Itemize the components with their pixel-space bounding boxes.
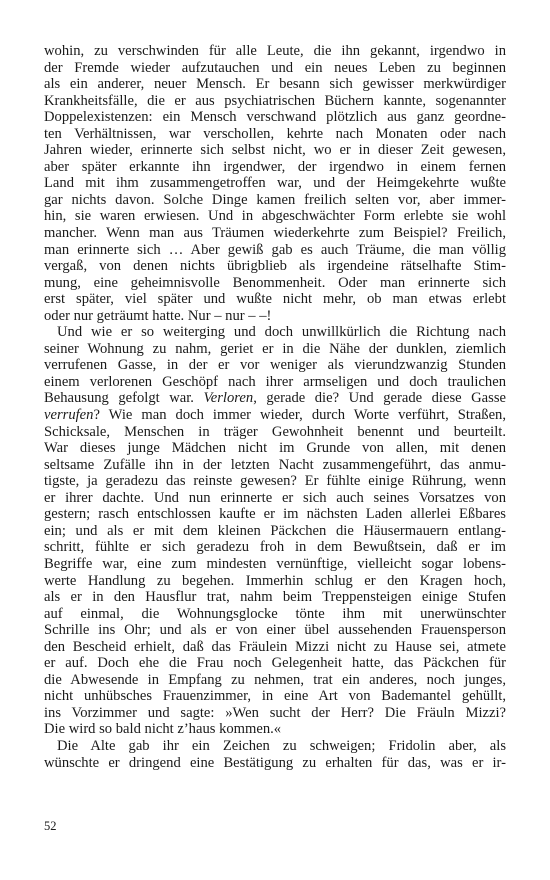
- text-line: Schrille ins Ohr; und als er von einer übel aussehenden Frauensperson: [44, 622, 506, 639]
- body-text: [44, 43, 506, 771]
- text-line: Doppelexistenzen: ein Mensch verschwand plötzlich aus ganz geordne-: [44, 109, 506, 126]
- text-line: Krankheitsfälle, die er aus psychiatrischen Büchern kannte, sogenannter: [44, 92, 506, 109]
- text-line: den Bescheid erhielt, daß das Fräulein Mizzi nicht zu Hause sei, atmete: [44, 638, 506, 655]
- text-line: schritt, fühlte er sich geradezu froh in dem Bewußtsein, daß er im: [44, 539, 506, 556]
- text-line: mung, eine geheimnisvolle Benommenheit. Oder man erinnerte sich: [44, 274, 506, 291]
- text-line: wünschte er dringend eine Bestätigung zu erhalten für das, was er ir-: [44, 754, 506, 771]
- text-line: War dieses junge Mädchen nicht im Grunde von allen, mit denen: [44, 440, 506, 457]
- text-line: seltsame Zufälle ihn in der letzten Nacht zusammengeführt, das anmu-: [44, 456, 506, 473]
- text-line: er auf. Doch ehe die Frau noch Gelegenheit hatte, das Päckchen für: [44, 655, 506, 672]
- text-line: auf einmal, die Wohnungsglocke tönte ihm mit unerwünschter: [44, 605, 506, 622]
- text-line: ten Verhältnissen, war verschollen, kehrte nach Monaten oder nach: [44, 125, 506, 142]
- text-line: verrufenen Gasse, in der er vor weniger als vierundzwanzig Stunden: [44, 357, 506, 374]
- text-line: Die Alte gab ihr ein Zeichen zu schweigen; Fridolin aber, als: [57, 737, 506, 754]
- text-line: mancher. Wenn man aus Träumen wiederkehrte zum Beispiel? Freilich,: [44, 225, 506, 242]
- text-line: vergaß, von denen nichts übrigblieb als irgendeine rätselhafte Stim-: [44, 258, 506, 275]
- text-line: als ein anderer, neuer Mensch. Er besann sich gewisser merkwürdiger: [44, 76, 506, 93]
- text-line: Begriffe war, eine zum mindesten vernünftige, vielleicht sogar lobens-: [44, 555, 506, 572]
- text-line: gestern; rasch entschlossen kaufte er im nächsten Laden allerlei Eßbares: [44, 506, 506, 523]
- text-line: Behausung gefolgt war. Verloren, gerade die? Und gerade diese Gasse: [44, 390, 506, 407]
- text-line: nicht unhübsches Frauenzimmer, in eine Art von Bademantel gehüllt,: [44, 688, 506, 705]
- text-line: man erinnerte sich … Aber gewiß gab es auch Träume, die man völlig: [44, 241, 506, 258]
- text-line: Jahren wieder, erinnerte sich selbst nicht, wo er in dieser Zeit gewesen,: [44, 142, 506, 159]
- text-line: gar nichts davon. Solche Dinge kamen freilich selten vor, aber immer-: [44, 191, 506, 208]
- text-line: hin, sie waren erwiesen. Und in abgeschwächter Form erlebte sie wohl: [44, 208, 506, 225]
- text-line: Und wie er so weiterging und doch unwillkürlich die Richtung nach: [57, 324, 506, 341]
- text-line: seiner Wohnung zu nahm, geriet er in die Nähe der dunklen, ziemlich: [44, 340, 506, 357]
- text-line: oder nur geträumt hatte. Nur – nur – –!: [44, 307, 272, 324]
- text-line: verrufen? Wie man doch immer wieder, durch Worte verführt, Straßen,: [44, 407, 506, 424]
- text-line: werte Handlung zu begehen. Immerhin schlug er den Kragen hoch,: [44, 572, 506, 589]
- text-line: einem verlorenen Geschöpf nach ihrer armseligen und doch traulichen: [44, 373, 506, 390]
- text-line: Schicksale, Menschen in träger Gewohnheit benennt und beurteilt.: [44, 423, 506, 440]
- text-line: die Abwesende in Empfang zu nehmen, trat ein anderes, noch junges,: [44, 671, 506, 688]
- text-line: wohin, zu verschwinden für alle Leute, die ihn gekannt, irgendwo in: [44, 43, 506, 59]
- text-line: als er in den Hausflur trat, nahm beim Treppensteigen einige Stufen: [44, 589, 506, 606]
- text-line: tigste, ja geradezu das reinste gewesen? Er fühlte einige Rührung, wenn: [44, 473, 506, 490]
- text-line: der Fremde wieder aufzutauchen und ein neues Leben zu beginnen: [44, 59, 506, 76]
- emphasis: Verloren: [203, 390, 254, 407]
- text-line: erst später, viel später und wußte nicht mehr, ob man etwas erlebt: [44, 291, 506, 308]
- text-line: er ihrer dachte. Und nun erinnerte er sich auch seines Vorsatzes von: [44, 489, 506, 506]
- text-line: ein; und als er mit dem kleinen Päckchen die Häusermauern entlang-: [44, 522, 506, 539]
- text-line: aber später erkannte ihn irgendwer, der irgendwo in einem fernen: [44, 158, 506, 175]
- text-line: Land mit ihm zusammengetroffen war, und der Heimgekehrte wußte: [44, 175, 506, 192]
- text-line: Die wird so bald nicht z’haus kommen.«: [44, 721, 282, 738]
- emphasis: verrufen: [44, 407, 94, 424]
- text-line: ins Vorzimmer und sagte: »Wen sucht der Herr? Die Fräuln Mizzi?: [44, 704, 506, 721]
- page-number: 52: [44, 819, 57, 833]
